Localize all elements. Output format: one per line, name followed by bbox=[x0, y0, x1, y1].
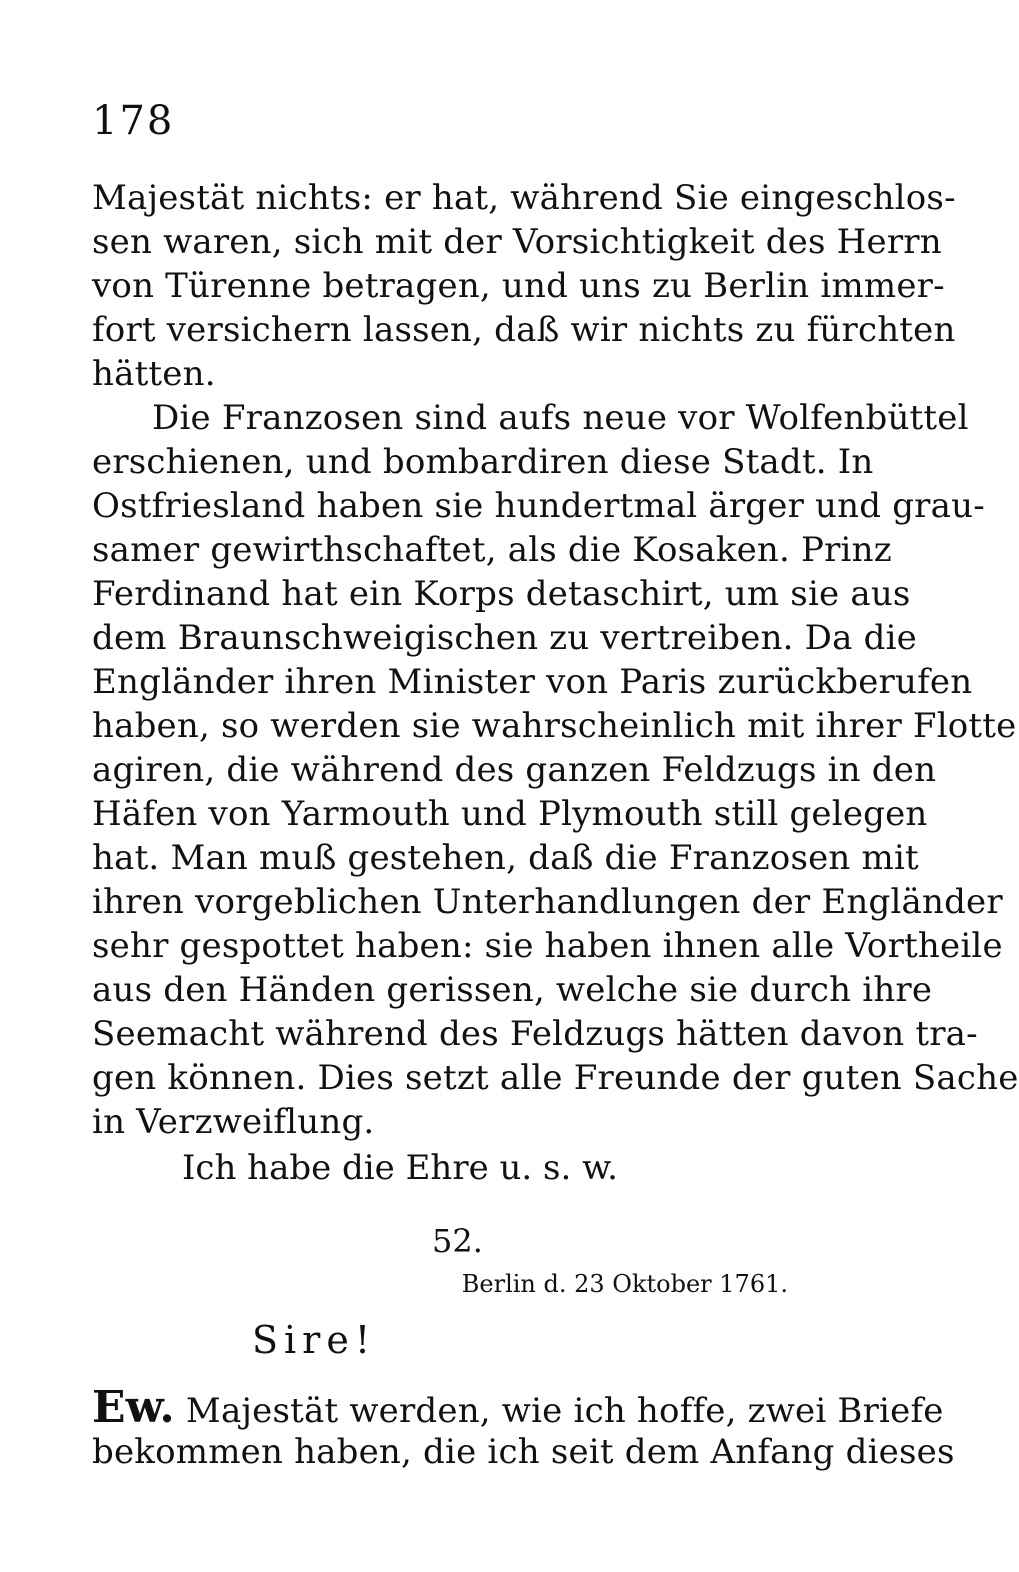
closing-formula: Ich habe die Ehre u. s. w. bbox=[182, 1148, 618, 1188]
text-line: Ostfriesland haben sie hundertmal ärger und grau- bbox=[92, 486, 985, 526]
text-line: Häfen von Yarmouth und Plymouth still gelegen bbox=[92, 794, 928, 834]
text-line: haben, so werden sie wahrscheinlich mit ihrer Flotte bbox=[92, 706, 1017, 746]
text-line: erschienen, und bombardiren diese Stadt. In bbox=[92, 442, 874, 482]
text-line: agiren, die während des ganzen Feldzugs in den bbox=[92, 750, 937, 790]
text-line: Seemacht während des Feldzugs hätten davon tra- bbox=[92, 1014, 978, 1054]
text-line: in Verzweiflung. bbox=[92, 1102, 375, 1142]
salutation: Sire! bbox=[252, 1318, 377, 1362]
letter-initial: Ew. bbox=[92, 1382, 175, 1433]
letter-body-line bbox=[92, 1382, 944, 1433]
text-line: sen waren, sich mit der Vorsichtigkeit des Herrn bbox=[92, 222, 942, 262]
text-line: Engländer ihren Minister von Paris zurückberufen bbox=[92, 662, 973, 702]
letter-body-line: bekommen haben, die ich seit dem Anfang dieses bbox=[92, 1432, 955, 1472]
text-line: gen können. Dies setzt alle Freunde der guten Sache bbox=[92, 1058, 1019, 1098]
text-line: Majestät nichts: er hat, während Sie eingeschlos- bbox=[92, 178, 956, 218]
letter-body-text: Majestät werden, wie ich hoffe, zwei Briefe bbox=[174, 1391, 944, 1431]
text-line: dem Braunschweigischen zu vertreiben. Da die bbox=[92, 618, 917, 658]
text-line: aus den Händen gerissen, welche sie durch ihre bbox=[92, 970, 933, 1010]
text-line: samer gewirthschaftet, als die Kosaken. Prinz bbox=[92, 530, 892, 570]
text-line: sehr gespottet haben: sie haben ihnen alle Vortheile bbox=[92, 926, 1003, 966]
text-line: hat. Man muß gestehen, daß die Franzosen mit bbox=[92, 838, 919, 878]
letter-number: 52. bbox=[432, 1222, 483, 1260]
text-line: Ferdinand hat ein Korps detaschirt, um sie aus bbox=[92, 574, 911, 614]
letter-dateline: Berlin d. 23 Oktober 1761. bbox=[461, 1270, 788, 1298]
text-line: fort versichern lassen, daß wir nichts zu fürchten bbox=[92, 310, 956, 350]
page-number: 178 bbox=[92, 98, 175, 144]
text-line: von Türenne betragen, und uns zu Berlin immer- bbox=[92, 266, 945, 306]
text-line: Die Franzosen sind aufs neue vor Wolfenbüttel bbox=[152, 398, 969, 438]
text-line: ihren vorgeblichen Unterhandlungen der Engländer bbox=[92, 882, 1003, 922]
text-line: hätten. bbox=[92, 354, 216, 394]
